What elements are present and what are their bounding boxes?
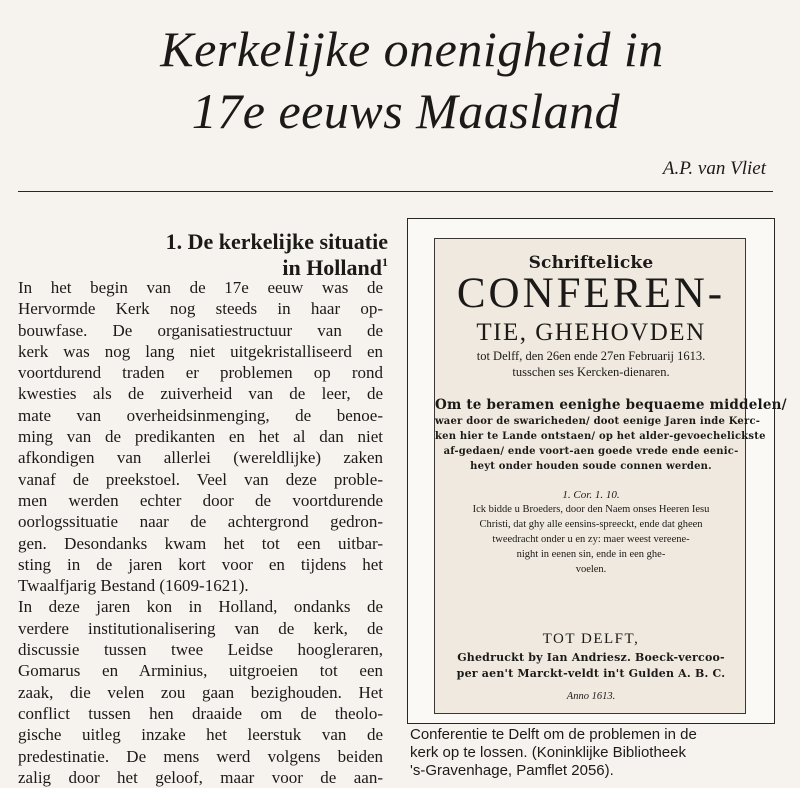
- body-line: zalig door het geloof, maar voor de aan-: [18, 767, 383, 787]
- section-heading-line-1: 1. De kerkelijke situatie: [165, 229, 388, 254]
- body-line: kerk was nog lang niet uitgekristalliseerd en: [18, 341, 383, 361]
- body-line: discussie tussen twee Leidse hoogleraren,: [18, 640, 383, 660]
- pamphlet-black-line: Om te beramen eenighe bequaeme middelen/: [435, 397, 787, 413]
- pamphlet-quote-line: voelen.: [575, 564, 607, 575]
- caption-line: 's-Gravenhage, Pamflet 2056).: [410, 762, 614, 779]
- pamphlet-quote-line: Christi, dat ghy alle eensins-spreeckt, ende dat gheen: [479, 519, 703, 530]
- pamphlet-line-conferen: CONFEREN-: [456, 270, 726, 317]
- body-line: voortdurend traden er problemen op rond: [18, 363, 383, 383]
- pamphlet-imprint-line: Ghedruckt by Ian Andriesz. Boeck-vercoo-: [457, 651, 725, 664]
- pamphlet-scripture-ref: 1. Cor. 1. 10.: [562, 489, 620, 501]
- show-through-text: [420, 2, 423, 19]
- body-line: Twaalfjarig Bestand (1609-1621).: [18, 576, 249, 596]
- pamphlet-quote-line: night in eenen sin, ende in een ghe-: [516, 549, 666, 560]
- pamphlet-quote-line: tweedracht onder u en zy: maer weest vereene-: [492, 534, 690, 545]
- pamphlet-line-schriftelicke: Schriftelicke: [528, 253, 654, 273]
- pamphlet-imprint-place: TOT DELFT,: [542, 631, 640, 647]
- article-title-line-2: 17e eeuws Maasland: [191, 83, 621, 139]
- pamphlet-black-line: waer door de swaricheden/ doot eenige Jaren inde Kerc-: [435, 416, 761, 427]
- body-line: mate van overheidsinmenging, de benoe-: [18, 405, 383, 425]
- pamphlet-black-line: af-gedaen/ ende voort-aen goede vrede ende eenic-: [443, 446, 739, 457]
- author-byline: A.P. van Vliet: [662, 158, 766, 179]
- pamphlet-quote-line: Ick bidde u Broeders, door den Naem onses Heeren Iesu: [472, 504, 710, 515]
- body-line: sting in de jaren kort voor en tijdens het: [18, 554, 383, 574]
- figure-caption: [410, 726, 782, 780]
- pamphlet-title-page-image: [434, 238, 787, 714]
- body-line: oorlogssituatie naar de achtergrond gedron-: [18, 512, 383, 532]
- pamphlet-black-line: heyt onder houden soude connen werden.: [470, 461, 712, 472]
- body-line: ming van de predikanten en het al dan niet: [18, 427, 383, 447]
- body-line: Gomarus en Arminius, uitgroeien tot een: [18, 661, 383, 681]
- caption-line: Conferentie te Delft om de problemen in de: [410, 726, 697, 743]
- body-line: zaak, die velen zou gaan bezighouden. Het: [18, 682, 383, 702]
- article-title-line-1: Kerkelijke onenigheid in: [160, 21, 664, 77]
- pamphlet-imprint-line: per aen't Marckt-veldt in't Gulden A. B. C.: [456, 667, 726, 680]
- article-body: [18, 277, 383, 788]
- title-divider: [18, 191, 773, 192]
- body-line: Hervormde Kerk nog steeds in haar op-: [18, 299, 383, 319]
- body-line: gische uitleg inzake het leerstuk van de: [18, 725, 383, 745]
- body-line: In het begin van de 17e eeuw was de: [18, 278, 383, 297]
- body-line: predestinatie. De mens werd volgens beiden: [18, 746, 383, 766]
- pamphlet-black-line: ken hier te Lande ontstaen/ op het alder-gevoechelickste: [435, 431, 766, 442]
- pamphlet-line-tie-ghehouden: TIE, GHEHOVDEN: [476, 319, 706, 346]
- body-line: afkondigen van allerlei (wereldlijke) zaken: [18, 448, 383, 468]
- body-line: verdere institutionalisering van de kerk, de: [18, 618, 383, 638]
- body-line: gen. Desondanks kwam het tot een uitbar-: [18, 533, 383, 553]
- footnote-marker: 1: [382, 255, 388, 269]
- pamphlet-line-dienaren: tusschen ses Kercken-dienaren.: [512, 365, 670, 379]
- body-line: men werden echter door de voortdurende: [18, 490, 383, 510]
- section-heading-text: in Holland: [282, 255, 382, 280]
- pamphlet-year: Anno 1613.: [566, 691, 616, 702]
- pamphlet-line-date: tot Delff, den 26en ende 27en Februarij 1613.: [476, 349, 706, 363]
- body-line: vanaf de preekstoel. Veel van deze proble-: [18, 469, 383, 489]
- caption-line: kerk op te lossen. (Koninklijke Bibliotheek: [410, 744, 686, 761]
- body-line: conflict tussen hen draaide om de theolo-: [18, 703, 383, 723]
- body-line: bouwfase. De organisatiestructuur van de: [18, 320, 383, 340]
- body-line: In deze jaren kon in Holland, ondanks de: [18, 597, 383, 617]
- body-line: kwesties als de zuiverheid van de leer, de: [18, 384, 383, 404]
